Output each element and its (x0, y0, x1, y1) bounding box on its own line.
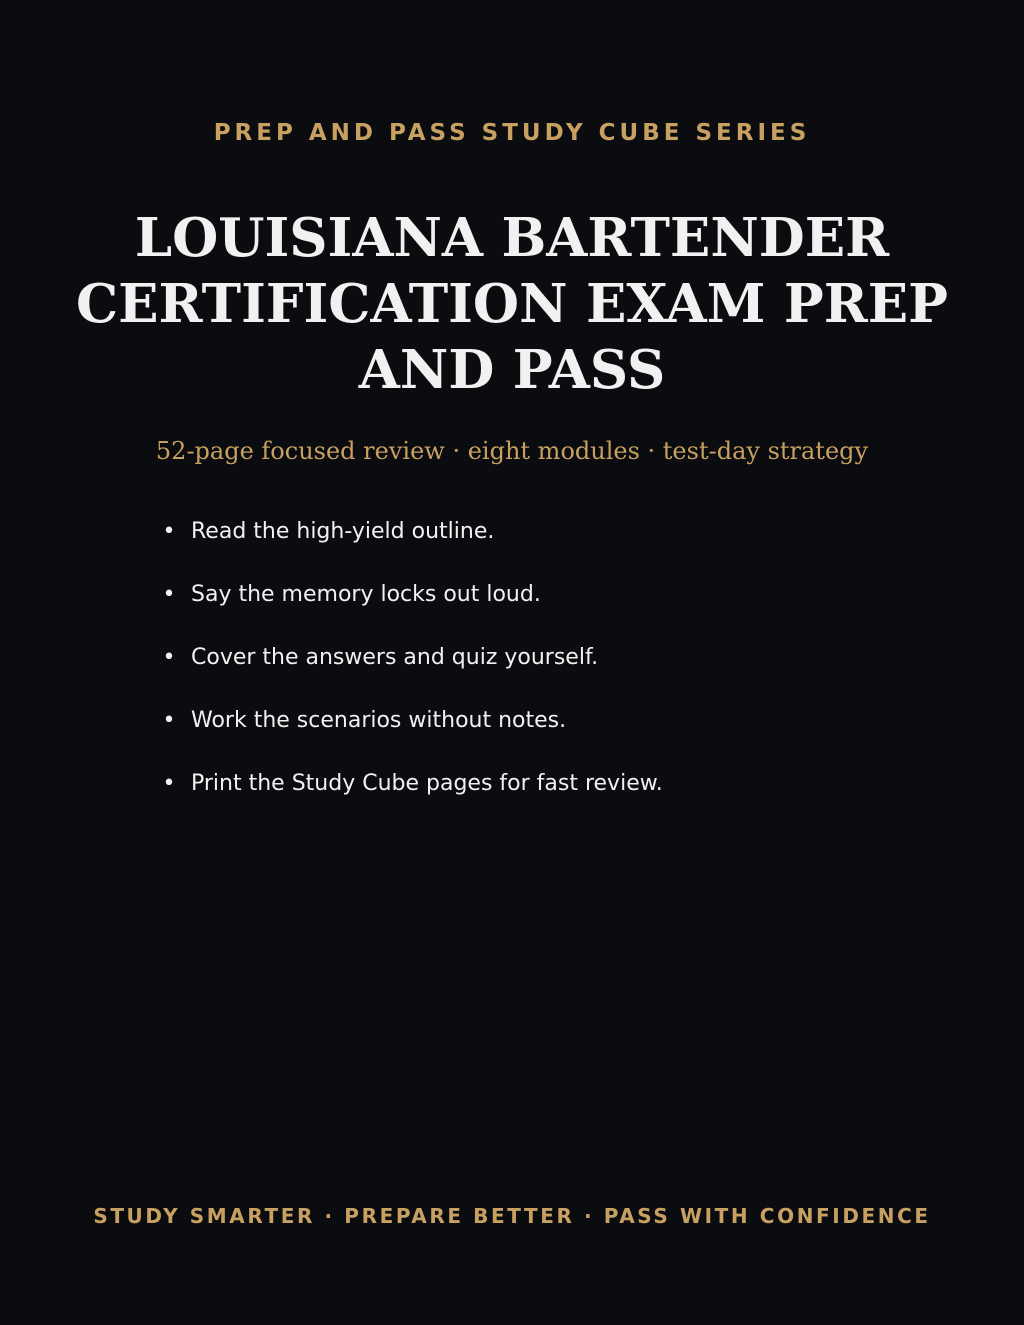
list-item (160, 766, 920, 829)
study-steps-list (160, 514, 920, 829)
list-item-text: Cover the answers and quiz yourself. (191, 645, 599, 670)
bullet-icon: • (162, 582, 176, 607)
page-title (60, 205, 964, 403)
list-item-text: Say the memory locks out loud. (191, 582, 541, 607)
title-line: AND PASS (358, 339, 666, 401)
series-label: PREP AND PASS STUDY CUBE SERIES (213, 120, 811, 146)
bullet-icon: • (162, 771, 176, 796)
list-item-text: Read the high-yield outline. (191, 519, 495, 544)
bullet-icon: • (162, 708, 176, 733)
title-line: CERTIFICATION EXAM PREP (75, 273, 949, 335)
list-item (160, 640, 920, 703)
list-item (160, 514, 920, 577)
bullet-icon: • (162, 645, 176, 670)
title-line: LOUISIANA BARTENDER (134, 207, 890, 269)
list-item-text: Work the scenarios without notes. (191, 708, 567, 733)
list-item (160, 577, 920, 640)
subtitle: 52-page focused review · eight modules · test-day strategy (155, 437, 869, 465)
bullet-icon: • (162, 519, 176, 544)
list-item-text: Print the Study Cube pages for fast review. (191, 771, 663, 796)
footer-tagline: STUDY SMARTER · PREPARE BETTER · PASS WITH CONFIDENCE (93, 1204, 931, 1228)
list-item (160, 703, 920, 766)
